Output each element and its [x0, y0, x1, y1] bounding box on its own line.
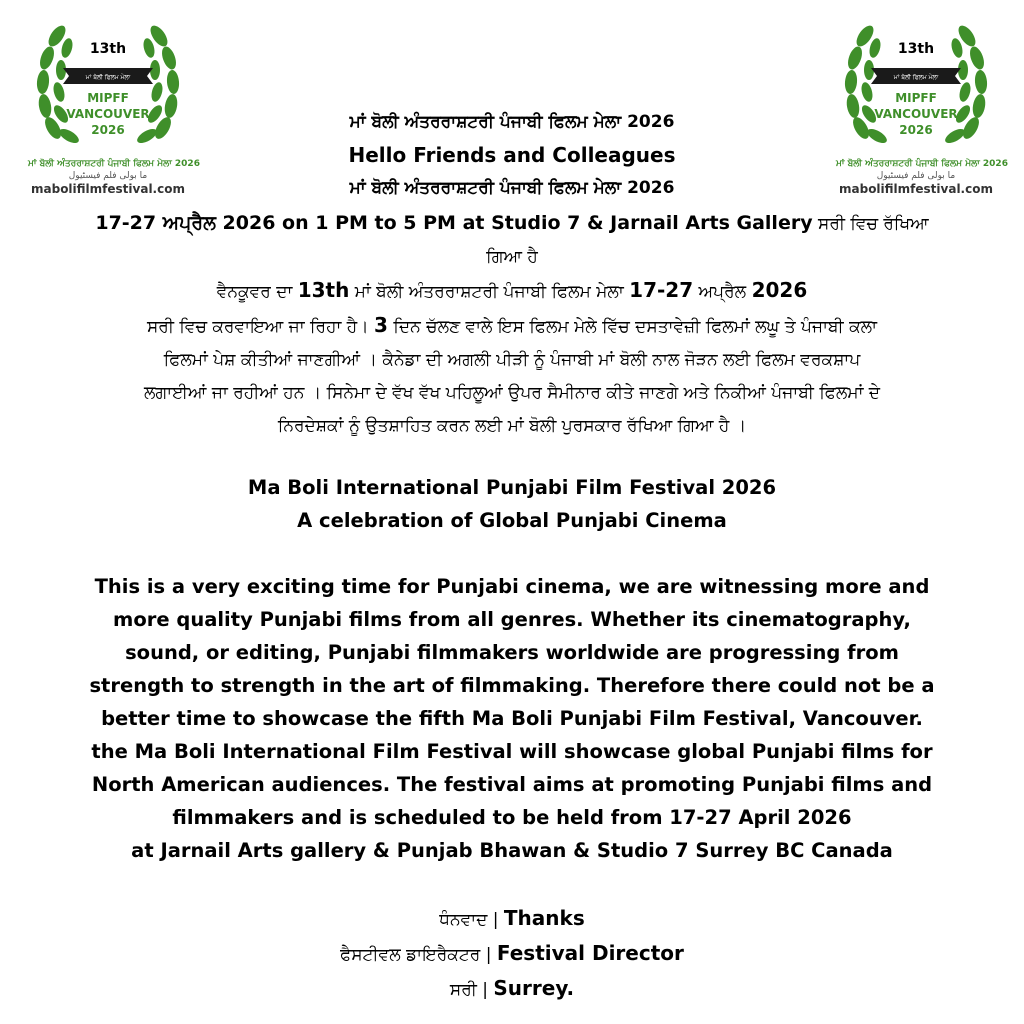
signoff-city: [30, 972, 994, 1007]
director-punjabi: ਫੈਸਟੀਵਲ ਡਾਇਰੈਕਟਰ |: [340, 945, 497, 965]
logo-city: VANCOUVER: [66, 107, 150, 121]
logo-ribbon-text: ਮਾਂ ਬੋਲੀ ਫਿਲਮ ਮੇਲਾ: [893, 74, 939, 81]
logo-name: MIPFF: [895, 91, 937, 105]
body-line: This is a very exciting time for Punjabi cinema, we are witnessing more and: [94, 575, 930, 598]
greeting: Hello Friends and Colleagues: [348, 143, 676, 167]
punjabi-line-6: ਲਗਾਈਆਂ ਜਾ ਰਹੀਆਂ ਹਨ । ਸਿਨੇਮਾ ਦੇ ਵੱਖ ਵੱਖ ਪਹਿਲੂਆਂ ਉਪਰ ਸੈਮੀਨਾਰ ਕੀਤੇ ਜਾਣਗੇ ਅਤੇ ਨਿਕੀਆਂ ਪੰਜਾਬੀ ਫਿਲਮਾਂ ਦੇ: [143, 383, 881, 403]
event-dates-venue: 17-27 ਅਪ੍ਰੈਲ 2026 on 1 PM to 5 PM at Studio 7 & Jarnail Arts Gallery: [95, 212, 813, 234]
logo-name: MIPFF: [87, 91, 129, 105]
body-line: the Ma Boli International Film Festival will showcase global Punjabi films for: [91, 740, 933, 763]
body-line: at Jarnail Arts gallery & Punjab Bhawan & Studio 7 Surrey BC Canada: [131, 839, 893, 862]
logo-edition: 13th: [897, 41, 935, 57]
thanks-punjabi: ਧੰਨਵਾਦ |: [439, 910, 504, 930]
english-heading: [30, 471, 994, 537]
punjabi-line-5: ਫਿਲਮਾਂ ਪੇਸ਼ ਕੀਤੀਆਂ ਜਾਣਗੀਆਂ । ਕੈਨੇਡਾ ਦੀ ਅਗਲੀ ਪੀੜੀ ਨੂੰ ਪੰਜਾਬੀ ਮਾਂ ਬੋਲੀ ਨਾਲ ਜੋੜਨ ਲਈ ਫਿਲਮ ਵਰਕਸ਼ਾਪ: [163, 350, 861, 370]
punjabi-line-3-c: ਮਾਂ ਬੋਲੀ ਅੰਤਰਰਾਸ਼ਟਰੀ ਪੰਜਾਬੀ ਫਿਲਮ ਮੇਲਾ: [349, 282, 630, 302]
punjabi-line-1-rest: ਸਰੀ ਵਿਚ ਰੱਖਿਆ: [812, 214, 929, 234]
logo-year: 2026: [899, 123, 933, 137]
logo-urdu-name: ما بولی فلم فیسٹیول: [68, 171, 148, 181]
punjabi-line-3-year: 2026: [751, 278, 808, 302]
body-line: sound, or editing, Punjabi filmmakers worldwide are progressing from: [125, 641, 899, 664]
punjabi-line-3-dates: 17-27: [629, 278, 694, 302]
punjabi-line-3-month: ਅਪ੍ਰੈਲ: [693, 282, 752, 302]
logo-city: VANCOUVER: [874, 107, 958, 121]
logo-ribbon-text: ਮਾਂ ਬੋਲੀ ਫਿਲਮ ਮੇਲਾ: [85, 74, 131, 81]
body-line: better time to showcase the fifth Ma Boli Punjabi Film Festival, Vancouver.: [101, 707, 923, 730]
punjabi-line-2: ਗਿਆ ਹੈ: [486, 247, 538, 267]
signoff-director: [30, 937, 994, 972]
punjabi-line-3-edition: 13th: [297, 278, 350, 302]
header-title-punjabi: ਮਾਂ ਬੋਲੀ ਅੰਤਰਰਾਸ਼ਟਰੀ ਪੰਜਾਬੀ ਫਿਲਮ ਮੇਲਾ 2026: [349, 112, 675, 132]
header: [30, 106, 1008, 205]
logo-edition: 13th: [89, 41, 127, 57]
punjabi-line-3-a: ਵੈਨਕੂਵਰ ਦਾ: [216, 282, 298, 302]
logo-website: mabolifilmfestival.com: [839, 182, 993, 196]
body-line: filmmakers and is scheduled to be held from 17-27 April 2026: [172, 806, 852, 829]
thanks-english: Thanks: [503, 906, 585, 930]
logo-year: 2026: [91, 123, 125, 137]
english-body: [30, 570, 994, 867]
punjabi-line-1: [30, 206, 994, 241]
punjabi-line-3: [30, 274, 994, 309]
header-title-punjabi-repeat: ਮਾਂ ਬੋਲੀ ਅੰਤਰਰਾਸ਼ਟਰੀ ਪੰਜਾਬੀ ਫਿਲਮ ਮੇਲਾ 2026: [349, 178, 675, 198]
punjabi-line-4-a: ਸਰੀ ਵਿਚ ਕਰਵਾਇਆ ਜਾ ਰਿਹਾ ਹੈ।: [146, 317, 375, 337]
signoff: [30, 902, 994, 1007]
logo-website: mabolifilmfestival.com: [31, 182, 185, 196]
punjabi-line-7: ਨਿਰਦੇਸ਼ਕਾਂ ਨੂੰ ਉਤਸ਼ਾਹਿਤ ਕਰਨ ਲਈ ਮਾਂ ਬੋਲੀ ਪੁਰਸਕਾਰ ਰੱਖਿਆ ਗਿਆ ਹੈ ।: [277, 416, 747, 436]
punjabi-line-4-days: 3: [374, 313, 388, 337]
festival-title: Ma Boli International Punjabi Film Festival 2026: [247, 476, 777, 499]
punjabi-line-4-c: ਦਿਨ ਚੱਲਣ ਵਾਲੇ ਇਸ ਫਿਲਮ ਮੇਲੇ ਵਿੱਚ ਦਸਤਾਵੇਜ਼ੀ ਫਿਲਮਾਂ ਲਘੂ ਤੇ ਪੰਜਾਬੀ ਕਲਾ: [387, 317, 878, 337]
body-line: North American audiences. The festival aims at promoting Punjabi films and: [91, 773, 933, 796]
logo-urdu-name: ما بولی فلم فیسٹیول: [876, 171, 956, 181]
signoff-thanks: [30, 902, 994, 937]
director-english: Festival Director: [496, 941, 684, 965]
city-punjabi: ਸਰੀ |: [449, 980, 494, 1000]
body-line: more quality Punjabi films from all genres. Whether its cinematography,: [113, 608, 911, 631]
body-line: strength to strength in the art of filmmaking. Therefore there could not be a: [89, 674, 935, 697]
festival-subtitle: A celebration of Global Punjabi Cinema: [297, 509, 727, 532]
punjabi-line-4: [30, 309, 994, 344]
logo-punjabi-name: ਮਾਂ ਬੋਲੀ ਅੰਤਰਰਾਸ਼ਟਰੀ ਪੰਜਾਬੀ ਫਿਲਮ ਮੇਲਾ 2026: [28, 159, 200, 169]
logo-punjabi-name: ਮਾਂ ਬੋਲੀ ਅੰਤਰਰਾਸ਼ਟਰੀ ਪੰਜਾਬੀ ਫਿਲਮ ਮੇਲਾ 2026: [836, 159, 1008, 169]
punjabi-announcement: [30, 206, 994, 443]
city-english: Surrey.: [493, 976, 575, 1000]
